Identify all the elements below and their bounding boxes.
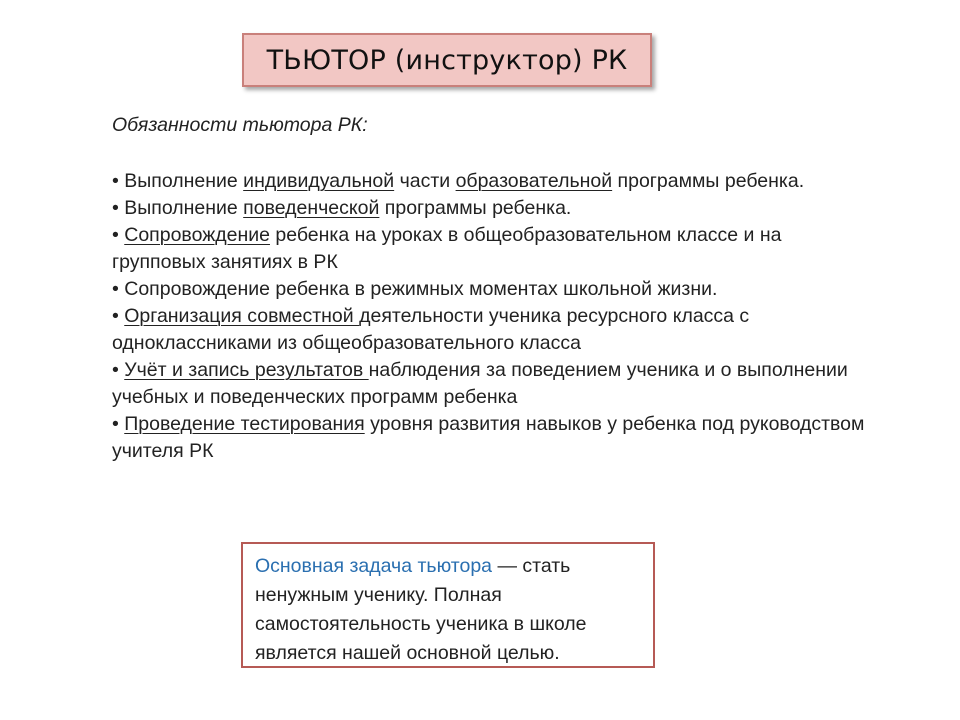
duty-item-7 (112, 411, 872, 465)
duty-item-3 (112, 222, 872, 276)
item-text: ребенка на уроках в общеобразовательном классе и на групповых занятиях в РК (112, 224, 782, 273)
underlined-term: индивидуальной (243, 170, 395, 192)
duty-item-1 (112, 168, 872, 195)
bullet: • (112, 224, 119, 246)
main-goal-box (241, 542, 655, 668)
duties-section (112, 112, 872, 465)
item-text: программы ребенка. (612, 170, 805, 192)
duty-item-6 (112, 357, 872, 411)
slide-title-box (242, 33, 652, 87)
underlined-term: Организация совместной (124, 305, 360, 327)
bullet: • (112, 413, 119, 435)
bullet: • (112, 359, 119, 381)
item-text: наблюдения за поведением ученика и о выполнении учебных и поведенческих программ ребенка (112, 359, 848, 408)
item-text: программы ребенка. (379, 197, 572, 219)
underlined-term: Учёт и запись результатов (124, 359, 369, 381)
underlined-term: образовательной (455, 170, 613, 192)
duty-item-4 (112, 276, 872, 303)
item-text: Сопровождение ребенка в режимных моментах школьной жизни. (124, 278, 718, 300)
duty-item-2 (112, 195, 872, 222)
duty-item-5 (112, 303, 872, 357)
underlined-term: поведенческой (243, 197, 380, 219)
bullet: • (112, 170, 119, 192)
item-text: уровня развития навыков у ребенка под руководством учителя РК (112, 413, 865, 462)
main-goal-heading: Основная задача тьютора (255, 555, 493, 577)
item-text: части (394, 170, 456, 192)
bullet: • (112, 197, 119, 219)
bullet: • (112, 278, 119, 300)
item-text: деятельности ученика ресурсного класса с одноклассниками из общеобразовательного класса (112, 305, 750, 354)
item-text: Выполнение (124, 197, 244, 219)
item-text: Выполнение (124, 170, 244, 192)
bullet: • (112, 305, 119, 327)
underlined-term: Проведение тестирования (124, 413, 365, 435)
main-goal-text: — стать ненужным ученику. Полная самостоятельность ученика в школе является нашей основной целью. (255, 555, 587, 664)
underlined-term: Сопровождение (124, 224, 270, 246)
slide-title: ТЬЮТОР (инструктор) РК (266, 44, 628, 76)
duties-subtitle: Обязанности тьютора РК: (112, 114, 368, 136)
